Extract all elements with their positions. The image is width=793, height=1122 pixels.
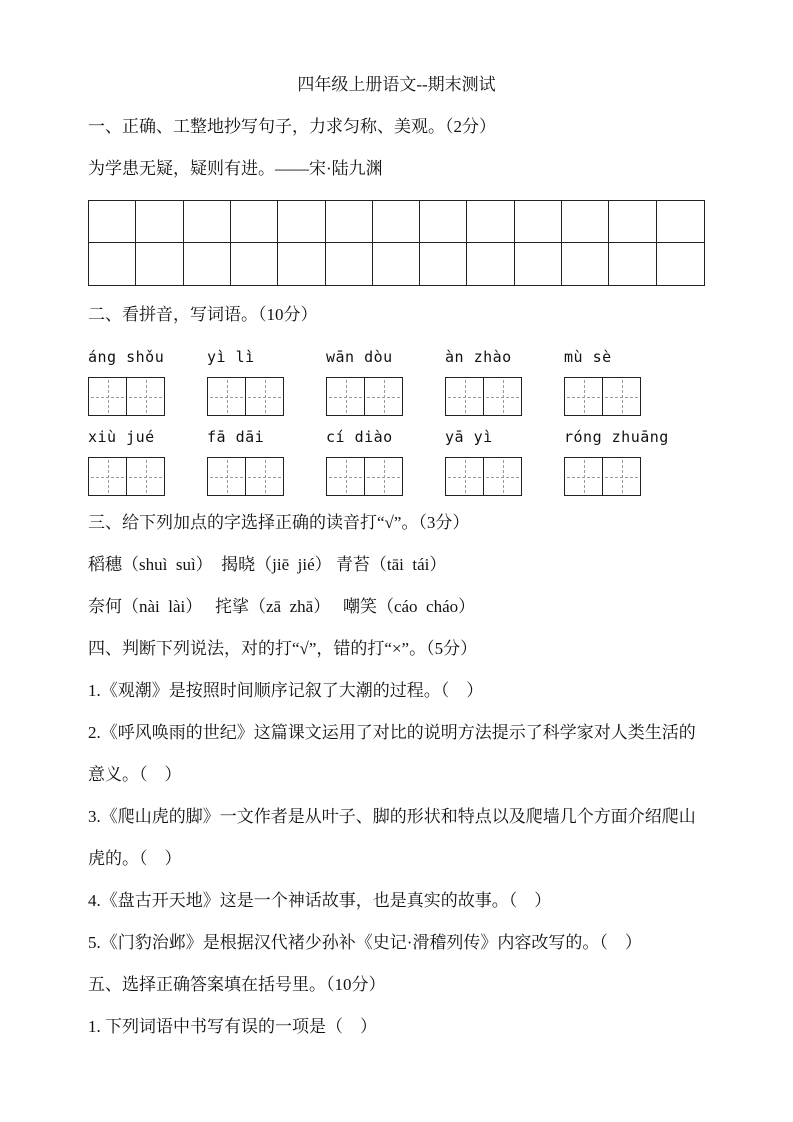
section4-item-5: 5.《门豹治邺》是根据汉代褚少孙补《史记·滑稽列传》内容改写的。（ ） [88,933,642,952]
tianzige-cell[interactable] [602,457,641,496]
copy-grid-cell[interactable] [278,201,325,243]
copy-grid-cell[interactable] [562,243,609,285]
copy-grid-cell[interactable] [609,201,656,243]
writing-grid[interactable] [207,377,326,416]
tianzige-cell[interactable] [564,377,603,416]
copy-grid-cell[interactable] [515,201,562,243]
section4-item-1: 1.《观潮》是按照时间顺序记叙了大潮的过程。（ ） [88,681,484,700]
copy-grid-cell[interactable] [89,243,136,285]
tianzige-cell[interactable] [126,457,165,496]
copy-grid-cell[interactable] [420,243,467,285]
section4-heading: 四、判断下列说法，对的打“√”，错的打“×”。（5分） [88,639,478,658]
tianzige-cell[interactable] [88,377,127,416]
section3-heading: 三、给下列加点的字选择正确的读音打“√”。（3分） [88,513,470,532]
pinyin-word-col [207,424,326,496]
tianzige-cell[interactable] [445,457,484,496]
copy-grid-cell[interactable] [231,201,278,243]
copy-grid-cell[interactable] [420,201,467,243]
copy-grid-cell[interactable] [657,243,704,285]
section1-copy-sentence: 为学患无疑，疑则有进。——宋·陆九渊 [88,159,383,178]
pinyin-word-col [207,344,326,416]
tianzige-cell[interactable] [483,457,522,496]
copy-grid-cell[interactable] [136,201,183,243]
tianzige-cell[interactable] [88,457,127,496]
pinyin-word-col [564,344,683,416]
pinyin-label: wān dòu [326,348,393,366]
page-title: 四年级上册语文--期末测试 [297,75,496,94]
writing-grid[interactable] [88,377,207,416]
tianzige-cell[interactable] [326,377,365,416]
tianzige-cell[interactable] [326,457,365,496]
copy-grid-cell[interactable] [467,243,514,285]
section3-line-2: 奈何（nài lài） 挓挲（zā zhā） 嘲笑（cáo cháo） [88,597,476,616]
pinyin-word-col [445,344,564,416]
pinyin-label: yì lì [207,348,255,366]
writing-grid[interactable] [564,377,683,416]
tianzige-cell[interactable] [245,457,284,496]
pinyin-label: fā dāi [207,428,265,446]
writing-grid[interactable] [326,457,445,496]
pinyin-row-2 [88,424,705,496]
pinyin-label: mù sè [564,348,612,366]
tianzige-cell[interactable] [602,377,641,416]
pinyin-row-1 [88,344,705,416]
copy-grid-cell[interactable] [373,243,420,285]
tianzige-cell[interactable] [126,377,165,416]
writing-grid[interactable] [564,457,683,496]
pinyin-word-col [88,424,207,496]
copy-grid-cell[interactable] [515,243,562,285]
copy-grid-cell[interactable] [184,243,231,285]
writing-grid[interactable] [88,457,207,496]
copy-grid-cell[interactable] [467,201,514,243]
pinyin-word-col [88,344,207,416]
pinyin-label: àn zhào [445,348,512,366]
tianzige-cell[interactable] [207,377,246,416]
tianzige-cell[interactable] [245,377,284,416]
tianzige-cell[interactable] [483,377,522,416]
section2-heading: 二、看拼音，写词语。（10分） [88,305,318,324]
writing-grid[interactable] [326,377,445,416]
section5-heading: 五、选择正确答案填在括号里。（10分） [88,975,386,994]
pinyin-word-col [445,424,564,496]
section4-item-4: 4.《盘古开天地》这是一个神话故事，也是真实的故事。（ ） [88,891,552,910]
section3-line-1: 稻穗（shuì suì） 揭晓（jiē jié） 青苔（tāi tái） [88,555,447,574]
copy-grid-cell[interactable] [278,243,325,285]
section4-item-2: 2.《呼风唤雨的世纪》这篇课文运用了对比的说明方法提示了科学家对人类生活的意义。（ ） [88,723,696,784]
pinyin-word-col [326,344,445,416]
tianzige-cell[interactable] [445,377,484,416]
tianzige-cell[interactable] [364,377,403,416]
tianzige-cell[interactable] [564,457,603,496]
copy-grid-cell[interactable] [326,201,373,243]
pinyin-word-col [326,424,445,496]
copy-writing-grid[interactable] [88,200,705,286]
pinyin-label: yā yì [445,428,493,446]
copy-grid-cell[interactable] [231,243,278,285]
pinyin-label: cí diào [326,428,393,446]
writing-grid[interactable] [445,377,564,416]
copy-grid-cell[interactable] [89,201,136,243]
section4-item-3: 3.《爬山虎的脚》一文作者是从叶子、脚的形状和特点以及爬墙几个方面介绍爬山虎的。（ ） [88,807,696,868]
copy-grid-cell[interactable] [562,201,609,243]
copy-grid-cell[interactable] [373,201,420,243]
pinyin-label: róng zhuāng [564,428,669,446]
section1-heading: 一、正确、工整地抄写句子，力求匀称、美观。（2分） [88,117,496,136]
tianzige-cell[interactable] [207,457,246,496]
pinyin-label: áng shǒu [88,348,165,366]
copy-grid-cell[interactable] [184,201,231,243]
copy-grid-cell[interactable] [657,201,704,243]
writing-grid[interactable] [207,457,326,496]
writing-grid[interactable] [445,457,564,496]
tianzige-cell[interactable] [364,457,403,496]
copy-grid-cell[interactable] [326,243,373,285]
copy-grid-cell[interactable] [609,243,656,285]
copy-grid-cell[interactable] [136,243,183,285]
pinyin-label: xiù jué [88,428,155,446]
pinyin-word-col [564,424,683,496]
section5-item-1: 1. 下列词语中书写有误的一项是（ ） [88,1017,377,1036]
